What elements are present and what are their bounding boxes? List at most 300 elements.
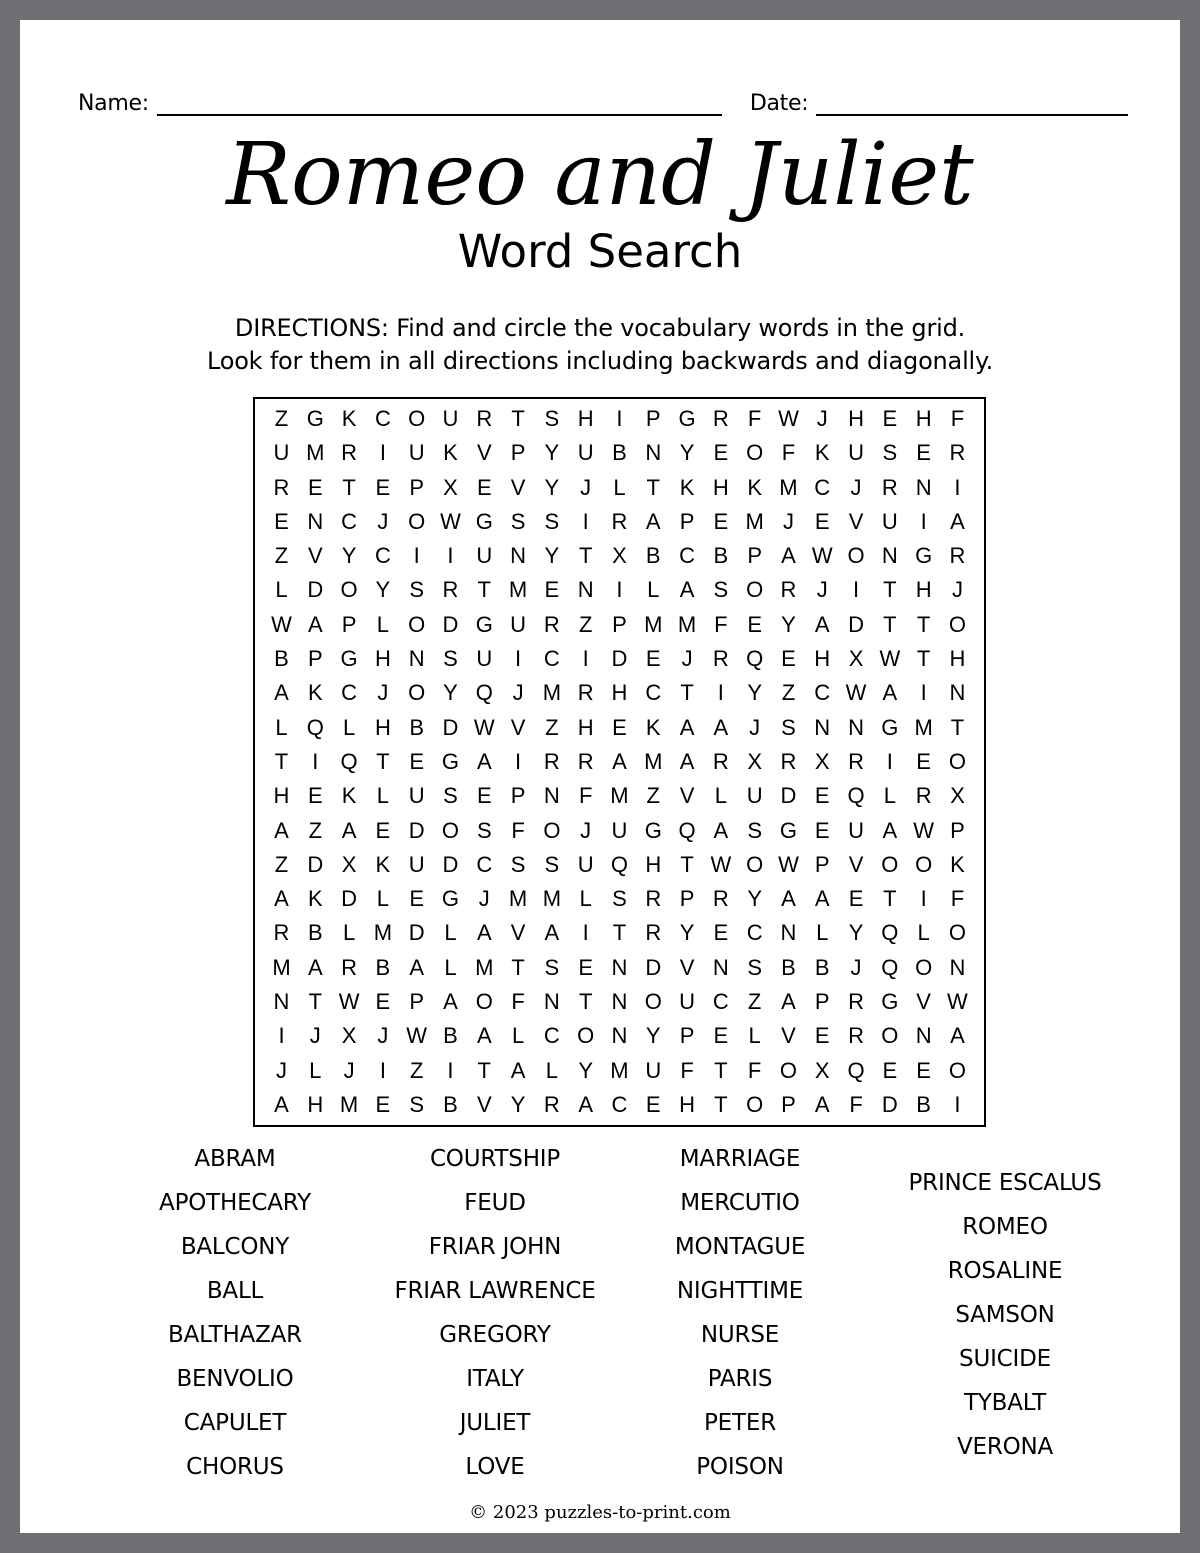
grid-cell[interactable]: R — [645, 886, 662, 912]
word-list-item[interactable]: ROMEO — [962, 1214, 1048, 1240]
grid-cell[interactable]: A — [882, 817, 898, 843]
grid-cell[interactable]: E — [814, 508, 830, 534]
date-write-line[interactable] — [816, 88, 1128, 116]
grid-cell[interactable]: C — [814, 474, 831, 500]
grid-cell[interactable]: A — [307, 611, 323, 637]
grid-cell[interactable]: V — [679, 783, 695, 809]
grid-cell[interactable]: I — [312, 748, 319, 774]
grid-cell[interactable]: Q — [610, 851, 629, 877]
grid-cell[interactable]: A — [578, 1091, 594, 1117]
grid-cell[interactable]: O — [915, 954, 933, 980]
grid-cell[interactable]: H — [848, 406, 864, 431]
grid-cell[interactable]: V — [476, 440, 492, 466]
grid-cell[interactable]: O — [543, 817, 561, 843]
grid-cell[interactable]: X — [747, 748, 762, 774]
grid-cell[interactable]: T — [714, 1091, 728, 1117]
grid-cell[interactable]: B — [409, 714, 425, 740]
grid-cell[interactable]: O — [475, 989, 493, 1015]
grid-cell[interactable]: P — [307, 646, 323, 672]
grid-cell[interactable]: E — [409, 748, 425, 774]
grid-cell[interactable]: V — [916, 989, 931, 1015]
grid-cell[interactable]: B — [375, 954, 391, 980]
grid-cell[interactable]: Q — [678, 817, 696, 843]
grid-cell[interactable]: C — [611, 1091, 628, 1117]
grid-cell[interactable]: E — [916, 748, 931, 774]
grid-cell[interactable]: U — [577, 440, 594, 466]
grid-cell[interactable]: H — [273, 783, 290, 809]
grid-cell[interactable]: S — [612, 886, 627, 912]
grid-cell[interactable]: O — [847, 543, 865, 569]
grid-cell[interactable]: Z — [781, 680, 796, 706]
grid-cell[interactable]: C — [341, 508, 358, 534]
grid-cell[interactable]: E — [274, 508, 289, 534]
grid-cell[interactable]: O — [408, 611, 426, 637]
grid-cell[interactable]: U — [848, 440, 864, 466]
grid-cell[interactable]: A — [713, 817, 729, 843]
grid-cell[interactable]: Q — [881, 920, 899, 946]
grid-cell[interactable]: Q — [306, 714, 324, 740]
grid-cell[interactable]: A — [882, 680, 898, 706]
grid-cell[interactable]: L — [917, 920, 930, 946]
grid-cell[interactable]: E — [645, 646, 661, 672]
grid-cell[interactable]: J — [749, 714, 761, 740]
grid-cell[interactable]: U — [442, 406, 459, 431]
grid-cell[interactable]: S — [781, 714, 796, 740]
grid-cell[interactable]: E — [307, 474, 323, 500]
grid-cell[interactable]: A — [510, 1057, 526, 1083]
grid-cell[interactable]: S — [476, 817, 492, 843]
word-list-item[interactable]: LOVE — [465, 1454, 525, 1480]
grid-cell[interactable]: J — [580, 817, 592, 843]
grid-cell[interactable]: A — [781, 989, 796, 1015]
grid-cell[interactable]: J — [580, 474, 592, 500]
grid-cell[interactable]: A — [814, 1091, 830, 1117]
grid-cell[interactable]: M — [644, 748, 663, 774]
grid-cell[interactable]: R — [712, 646, 729, 672]
grid-cell[interactable]: X — [814, 1057, 830, 1083]
grid-cell[interactable]: L — [444, 954, 457, 980]
grid-cell[interactable]: D — [307, 577, 324, 603]
grid-cell[interactable]: K — [747, 474, 762, 500]
grid-cell[interactable]: N — [611, 1023, 628, 1049]
grid-cell[interactable]: H — [577, 714, 594, 740]
grid-cell[interactable]: R — [915, 783, 932, 809]
grid-cell[interactable]: E — [645, 1091, 661, 1117]
grid-cell[interactable]: B — [916, 1091, 931, 1117]
grid-cell[interactable]: W — [473, 714, 495, 740]
grid-cell[interactable]: Y — [679, 920, 695, 946]
grid-cell[interactable]: Y — [375, 577, 391, 603]
grid-cell[interactable]: E — [882, 406, 898, 431]
grid-cell[interactable]: A — [274, 817, 289, 843]
grid-cell[interactable]: Q — [881, 954, 899, 980]
grid-cell[interactable]: I — [515, 748, 522, 774]
grid-cell[interactable]: X — [341, 851, 357, 877]
grid-cell[interactable]: W — [879, 646, 901, 672]
grid-cell[interactable]: V — [848, 508, 864, 534]
grid-cell[interactable]: J — [816, 406, 828, 431]
word-list-item[interactable]: PETER — [704, 1410, 776, 1436]
grid-cell[interactable]: J — [816, 577, 828, 603]
grid-cell[interactable]: N — [510, 543, 527, 569]
word-list-item[interactable]: POISON — [696, 1454, 784, 1480]
grid-cell[interactable]: Y — [341, 543, 357, 569]
word-list-item[interactable]: FRIAR LAWRENCE — [394, 1278, 596, 1304]
grid-cell[interactable]: R — [543, 1091, 560, 1117]
grid-cell[interactable]: L — [883, 783, 896, 809]
grid-cell[interactable]: I — [582, 508, 589, 534]
grid-cell[interactable]: R — [442, 577, 459, 603]
grid-cell[interactable]: A — [679, 577, 695, 603]
grid-cell[interactable]: P — [510, 440, 526, 466]
grid-cell[interactable]: F — [747, 406, 762, 431]
grid-cell[interactable]: P — [510, 783, 526, 809]
grid-cell[interactable]: J — [478, 886, 490, 912]
grid-cell[interactable]: N — [848, 714, 864, 740]
grid-cell[interactable]: X — [950, 783, 965, 809]
grid-cell[interactable]: A — [274, 1091, 289, 1117]
grid-cell[interactable]: H — [712, 474, 729, 500]
grid-cell[interactable]: T — [511, 406, 525, 431]
grid-cell[interactable]: R — [543, 748, 560, 774]
grid-cell[interactable]: V — [848, 851, 864, 877]
grid-cell[interactable]: W — [778, 406, 799, 431]
grid-cell[interactable]: D — [645, 954, 662, 980]
grid-cell[interactable]: N — [543, 783, 560, 809]
grid-cell[interactable]: N — [949, 954, 966, 980]
grid-cell[interactable]: Z — [545, 714, 559, 740]
word-list-item[interactable]: JULIET — [459, 1410, 531, 1436]
grid-cell[interactable]: L — [748, 1023, 761, 1049]
grid-cell[interactable]: N — [881, 543, 898, 569]
grid-cell[interactable]: K — [307, 680, 323, 706]
grid-cell[interactable]: G — [475, 508, 493, 534]
grid-cell[interactable]: G — [881, 989, 899, 1015]
grid-cell[interactable]: Z — [274, 851, 289, 877]
grid-cell[interactable]: G — [475, 611, 493, 637]
grid-cell[interactable]: R — [848, 1023, 864, 1049]
grid-cell[interactable]: R — [848, 989, 864, 1015]
grid-cell[interactable]: G — [340, 646, 358, 672]
grid-cell[interactable]: M — [610, 783, 629, 809]
grid-cell[interactable]: E — [713, 508, 729, 534]
grid-cell[interactable]: E — [375, 989, 391, 1015]
grid-cell[interactable]: R — [611, 508, 628, 534]
grid-cell[interactable]: E — [375, 1091, 391, 1117]
grid-cell[interactable]: I — [447, 543, 454, 569]
grid-cell[interactable]: L — [647, 577, 660, 603]
grid-cell[interactable]: H — [577, 406, 594, 431]
grid-cell[interactable]: O — [746, 851, 764, 877]
grid-cell[interactable]: X — [341, 1023, 357, 1049]
grid-cell[interactable]: R — [712, 748, 729, 774]
grid-cell[interactable]: F — [511, 989, 525, 1015]
grid-cell[interactable]: T — [950, 714, 965, 740]
grid-cell[interactable]: E — [409, 886, 425, 912]
grid-cell[interactable]: H — [307, 1091, 324, 1117]
grid-cell[interactable]: F — [849, 1091, 863, 1117]
grid-cell[interactable]: E — [307, 783, 323, 809]
grid-cell[interactable]: P — [814, 989, 830, 1015]
grid-cell[interactable]: U — [611, 817, 628, 843]
grid-cell[interactable]: O — [408, 680, 426, 706]
grid-cell[interactable]: J — [782, 508, 794, 534]
word-list-item[interactable]: NURSE — [700, 1322, 780, 1348]
grid-cell[interactable]: M — [542, 886, 562, 912]
grid-cell[interactable]: Q — [475, 680, 493, 706]
grid-cell[interactable]: Y — [747, 886, 762, 912]
grid-cell[interactable]: T — [883, 577, 897, 603]
grid-cell[interactable]: T — [578, 989, 593, 1015]
grid-cell[interactable]: N — [780, 920, 797, 946]
grid-cell[interactable]: W — [338, 989, 360, 1015]
grid-cell[interactable]: N — [915, 1023, 932, 1049]
grid-cell[interactable]: D — [442, 851, 459, 877]
grid-cell[interactable]: N — [949, 680, 966, 706]
grid-cell[interactable]: P — [409, 474, 425, 500]
grid-cell[interactable]: J — [343, 1057, 355, 1083]
grid-cell[interactable]: T — [680, 680, 694, 706]
grid-cell[interactable]: M — [542, 680, 562, 706]
grid-cell[interactable]: O — [340, 577, 358, 603]
grid-cell[interactable]: N — [543, 989, 560, 1015]
grid-cell[interactable]: T — [916, 646, 931, 672]
grid-cell[interactable]: I — [954, 1091, 961, 1117]
word-list-item[interactable]: ROSALINE — [947, 1258, 1063, 1284]
grid-cell[interactable]: D — [881, 1091, 898, 1117]
grid-cell[interactable]: M — [272, 954, 291, 980]
grid-cell[interactable]: P — [409, 989, 425, 1015]
grid-cell[interactable]: B — [307, 920, 323, 946]
grid-cell[interactable]: B — [274, 646, 289, 672]
word-list-item[interactable]: BENVOLIO — [176, 1366, 294, 1392]
grid-cell[interactable]: E — [916, 440, 931, 466]
grid-cell[interactable]: M — [779, 474, 798, 500]
grid-cell[interactable]: J — [309, 1023, 321, 1049]
grid-cell[interactable]: G — [779, 817, 798, 843]
grid-cell[interactable]: U — [645, 1057, 662, 1083]
grid-cell[interactable]: D — [442, 714, 459, 740]
grid-cell[interactable]: U — [848, 817, 864, 843]
grid-cell[interactable]: M — [644, 611, 663, 637]
word-list-item[interactable]: MONTAGUE — [674, 1234, 806, 1260]
grid-cell[interactable]: J — [951, 577, 963, 603]
grid-cell[interactable]: D — [408, 920, 425, 946]
grid-cell[interactable]: B — [645, 543, 661, 569]
grid-cell[interactable]: Y — [443, 680, 458, 706]
grid-cell[interactable]: L — [545, 1057, 558, 1083]
grid-cell[interactable]: A — [781, 886, 796, 912]
grid-cell[interactable]: R — [712, 406, 729, 431]
grid-cell[interactable]: A — [814, 886, 830, 912]
grid-cell[interactable]: I — [447, 1057, 454, 1083]
word-list-item[interactable]: FRIAR JOHN — [428, 1234, 562, 1260]
grid-cell[interactable]: T — [477, 1057, 491, 1083]
grid-cell[interactable]: U — [679, 989, 695, 1015]
grid-cell[interactable]: I — [616, 577, 623, 603]
word-list-item[interactable]: TYBALT — [963, 1390, 1047, 1416]
grid-cell[interactable]: G — [306, 406, 324, 431]
grid-cell[interactable]: H — [915, 406, 932, 431]
grid-cell[interactable]: Z — [274, 406, 289, 431]
word-search-grid[interactable] — [253, 397, 986, 1127]
grid-cell[interactable]: C — [476, 851, 493, 877]
grid-cell[interactable]: N — [915, 474, 932, 500]
grid-cell[interactable]: T — [680, 851, 694, 877]
grid-cell[interactable]: V — [307, 543, 323, 569]
grid-cell[interactable]: D — [408, 817, 425, 843]
grid-cell[interactable]: E — [747, 611, 762, 637]
grid-cell[interactable]: L — [511, 1023, 525, 1049]
grid-cell[interactable]: X — [443, 474, 458, 500]
grid-cell[interactable]: N — [273, 989, 290, 1015]
grid-cell[interactable]: M — [339, 1091, 359, 1117]
word-list-item[interactable]: ITALY — [466, 1366, 524, 1392]
grid-cell[interactable]: L — [444, 920, 457, 946]
grid-cell[interactable]: P — [679, 508, 695, 534]
grid-cell[interactable]: L — [613, 474, 626, 500]
grid-cell[interactable]: O — [746, 440, 764, 466]
grid-cell[interactable]: Y — [848, 920, 864, 946]
grid-cell[interactable]: T — [477, 577, 491, 603]
grid-cell[interactable]: L — [342, 714, 356, 740]
grid-cell[interactable]: R — [881, 474, 898, 500]
grid-cell[interactable]: A — [274, 680, 289, 706]
grid-cell[interactable]: C — [679, 543, 695, 569]
grid-cell[interactable]: S — [747, 817, 762, 843]
grid-cell[interactable]: P — [950, 817, 965, 843]
grid-cell[interactable]: Y — [510, 1091, 526, 1117]
grid-cell[interactable]: C — [374, 406, 391, 431]
grid-cell[interactable]: A — [645, 508, 661, 534]
grid-cell[interactable]: G — [881, 714, 899, 740]
grid-cell[interactable]: Q — [847, 783, 865, 809]
grid-cell[interactable]: R — [645, 920, 662, 946]
grid-cell[interactable]: E — [578, 954, 594, 980]
grid-cell[interactable]: O — [408, 406, 426, 431]
grid-cell[interactable]: E — [781, 646, 796, 672]
grid-cell[interactable]: E — [916, 1057, 931, 1083]
grid-cell[interactable]: A — [679, 714, 695, 740]
grid-cell[interactable]: I — [920, 886, 927, 912]
grid-cell[interactable]: O — [441, 817, 460, 843]
grid-cell[interactable]: J — [512, 680, 524, 706]
grid-cell[interactable]: Q — [340, 748, 358, 774]
word-list-item[interactable]: SUICIDE — [959, 1346, 1051, 1372]
grid-cell[interactable]: V — [510, 474, 526, 500]
word-list-item[interactable]: BALCONY — [180, 1234, 290, 1260]
grid-cell[interactable]: R — [543, 611, 560, 637]
grid-cell[interactable]: K — [375, 851, 391, 877]
grid-cell[interactable]: J — [377, 508, 389, 534]
grid-cell[interactable]: P — [341, 611, 357, 637]
grid-cell[interactable]: A — [612, 748, 627, 774]
grid-cell[interactable]: T — [578, 543, 593, 569]
grid-cell[interactable]: K — [341, 783, 357, 809]
grid-cell[interactable]: T — [883, 611, 897, 637]
grid-cell[interactable]: F — [781, 440, 796, 466]
grid-cell[interactable]: Z — [409, 1057, 424, 1083]
grid-cell[interactable]: W — [947, 989, 968, 1015]
grid-cell[interactable]: H — [645, 851, 662, 877]
grid-cell[interactable]: K — [645, 714, 661, 740]
grid-cell[interactable]: M — [508, 886, 528, 912]
grid-cell[interactable]: Z — [274, 543, 289, 569]
grid-cell[interactable]: F — [680, 1057, 694, 1083]
grid-cell[interactable]: C — [543, 1023, 560, 1049]
grid-cell[interactable]: U — [476, 543, 493, 569]
grid-cell[interactable]: L — [376, 783, 390, 809]
grid-cell[interactable]: K — [679, 474, 695, 500]
word-list-item[interactable]: PRINCE ESCALUS — [908, 1170, 1102, 1196]
grid-cell[interactable]: F — [578, 783, 593, 809]
grid-cell[interactable]: T — [274, 748, 289, 774]
grid-cell[interactable]: O — [915, 851, 933, 877]
grid-cell[interactable]: W — [845, 680, 867, 706]
grid-cell[interactable]: B — [443, 1023, 458, 1049]
grid-cell[interactable]: Y — [544, 440, 560, 466]
grid-cell[interactable]: E — [814, 817, 830, 843]
grid-cell[interactable]: B — [713, 543, 729, 569]
word-list-item[interactable]: BALL — [206, 1278, 264, 1304]
grid-cell[interactable]: A — [950, 508, 965, 534]
grid-cell[interactable]: O — [948, 920, 966, 946]
grid-cell[interactable]: Z — [747, 989, 762, 1015]
grid-cell[interactable]: Q — [746, 646, 764, 672]
grid-cell[interactable]: S — [443, 646, 458, 672]
grid-cell[interactable]: P — [679, 1023, 695, 1049]
grid-cell[interactable]: E — [713, 920, 729, 946]
grid-cell[interactable]: Y — [679, 440, 695, 466]
grid-cell[interactable]: E — [476, 474, 492, 500]
grid-cell[interactable]: C — [341, 680, 358, 706]
grid-cell[interactable]: H — [679, 1091, 695, 1117]
grid-cell[interactable]: W — [913, 817, 935, 843]
grid-cell[interactable]: A — [476, 920, 492, 946]
grid-cell[interactable]: M — [373, 920, 393, 946]
word-list-item[interactable]: CAPULET — [183, 1410, 287, 1436]
grid-cell[interactable]: W — [811, 543, 833, 569]
grid-cell[interactable]: W — [440, 508, 461, 534]
grid-cell[interactable]: K — [443, 440, 458, 466]
grid-cell[interactable]: R — [712, 886, 729, 912]
grid-cell[interactable]: G — [915, 543, 933, 569]
grid-cell[interactable]: O — [948, 748, 966, 774]
grid-cell[interactable]: Z — [578, 611, 593, 637]
grid-cell[interactable]: T — [612, 920, 627, 946]
grid-cell[interactable]: M — [610, 1057, 629, 1083]
grid-cell[interactable]: F — [950, 886, 965, 912]
grid-cell[interactable]: R — [780, 748, 797, 774]
grid-cell[interactable]: L — [816, 920, 829, 946]
grid-cell[interactable]: A — [274, 886, 289, 912]
grid-cell[interactable]: F — [950, 406, 965, 431]
grid-cell[interactable]: V — [476, 1091, 492, 1117]
grid-cell[interactable]: O — [644, 989, 662, 1015]
grid-cell[interactable]: V — [781, 1023, 796, 1049]
grid-cell[interactable]: E — [476, 783, 492, 809]
grid-cell[interactable]: A — [443, 989, 458, 1015]
grid-cell[interactable]: A — [476, 748, 492, 774]
grid-cell[interactable]: R — [780, 577, 797, 603]
grid-cell[interactable]: G — [644, 817, 662, 843]
grid-cell[interactable]: E — [375, 817, 391, 843]
word-list-item[interactable]: ABRAM — [194, 1146, 276, 1172]
grid-cell[interactable]: A — [341, 817, 357, 843]
grid-cell[interactable]: J — [681, 646, 693, 672]
grid-cell[interactable]: F — [714, 611, 728, 637]
grid-cell[interactable]: C — [814, 680, 831, 706]
